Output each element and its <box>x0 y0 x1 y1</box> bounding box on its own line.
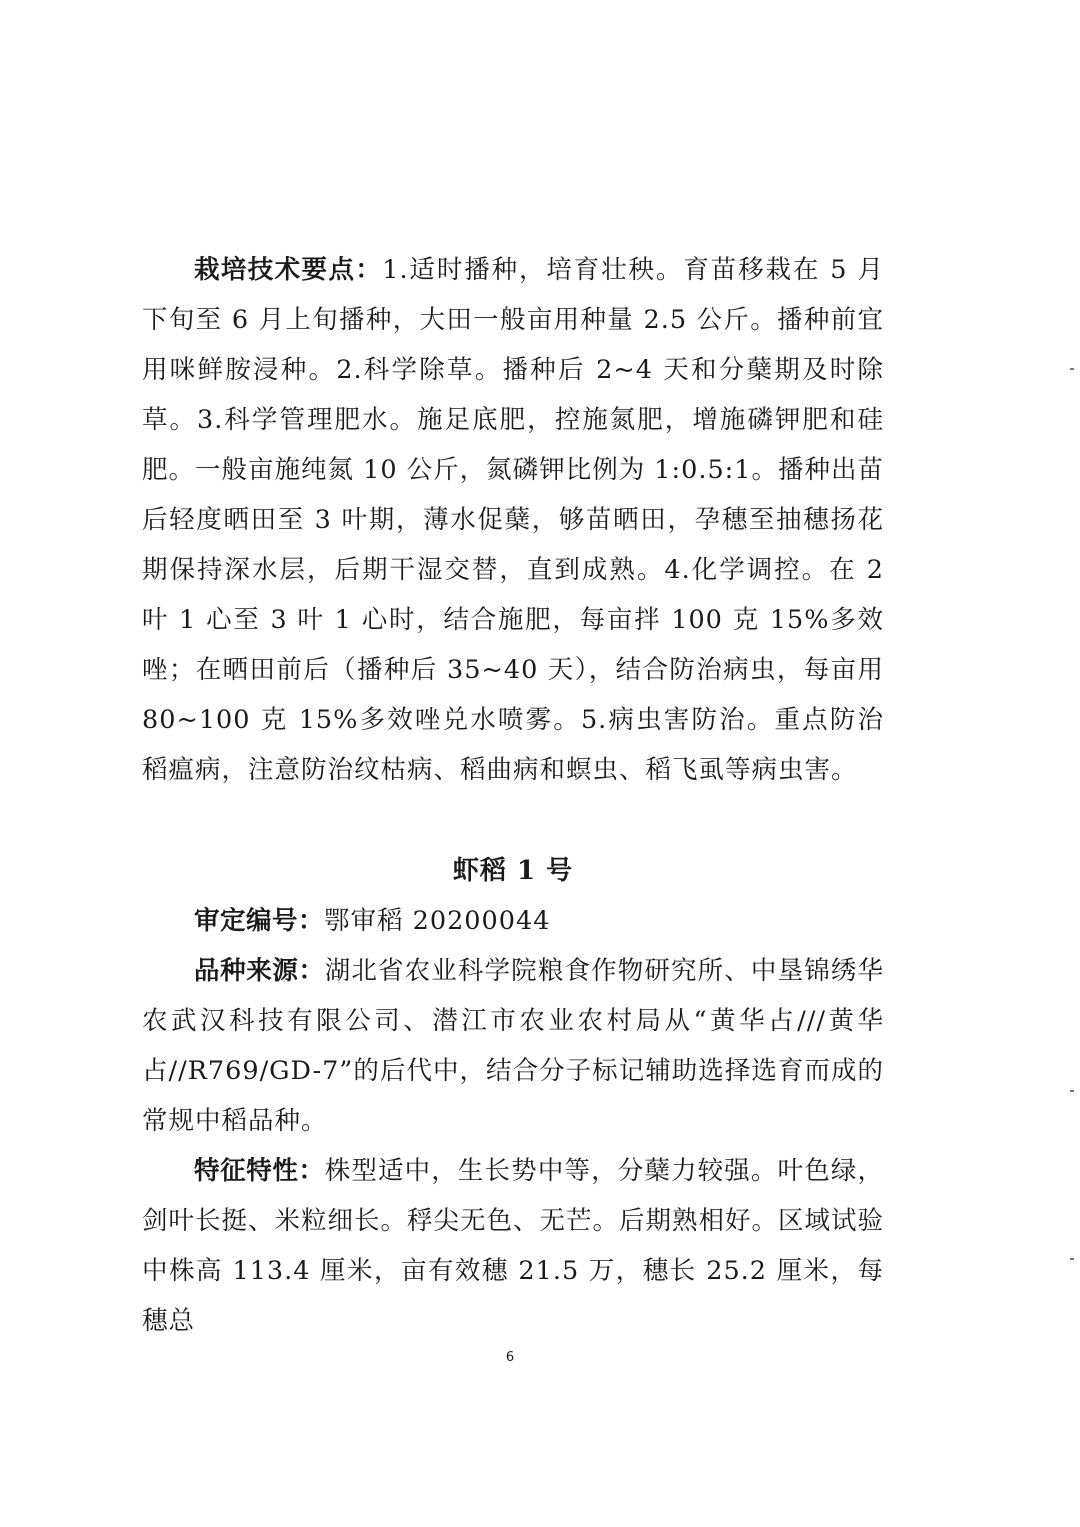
page-number: 6 <box>505 1350 515 1365</box>
scan-artifact-mark <box>1070 368 1074 370</box>
traits-text: 株型适中，生长势中等，分蘖力较强。叶色绿，剑叶长挺、米粒细长。稃尖无色、无芒。后期熟相好。区域试验中株高 113.4 厘米，亩有效穗 21.5 万，穗长 25.2 厘米，每穗总 <box>142 1156 885 1336</box>
approval-label: 审定编号： <box>194 906 325 936</box>
origin-text: 湖北省农业科学院粮食作物研究所、中垦锦绣华农武汉科技有限公司、潜江市农业农村局从“黄华占///黄华占//R769/GD-7”的后代中，结合分子标记辅助选择选育而成的常规中稻品种。 <box>142 956 884 1136</box>
variety-title: 虾稻 1 号 <box>452 856 574 886</box>
cultivation-paragraph <box>142 245 884 795</box>
scan-artifact-mark <box>1070 1090 1074 1092</box>
approval-paragraph <box>142 896 884 946</box>
scan-artifact-mark <box>1070 1258 1074 1260</box>
cultivation-label: 栽培技术要点： <box>194 255 383 285</box>
traits-label: 特征特性： <box>194 1156 325 1186</box>
origin-paragraph <box>142 946 884 1146</box>
origin-label: 品种来源： <box>194 956 325 986</box>
traits-paragraph <box>142 1146 884 1346</box>
cultivation-text: 1.适时播种，培育壮秧。育苗移栽在 5 月下旬至 6 月上旬播种，大田一般亩用种量 2.5 公斤。播种前宜用咪鲜胺浸种。2.科学除草。播种后 2~4 天和分蘖期及时除草。3.科学管理肥水。施足底肥，控施氮肥，增施磷钾肥和硅肥。一般亩施纯氮 10 公斤，氮磷钾比例为 1:0.5:1。播种出苗后轻度晒田至 3 叶期，薄水促蘖，够苗晒田，孕穗至抽穗扬花期保持深水层，后期干湿交替，直到成熟。4.化学调控。在 2 叶 1 心至 3 叶 1 心时，结合施肥，每亩拌 100 克 15%多效唑；在晒田前后（播种后 35~40 天），结合防治病虫，每亩用 80~100 克 15%多效唑兑水喷雾。5.病虫害防治。重点防治稻瘟病，注意防治纹枯病、稻曲病和螟虫、稻飞虱等病虫害。 <box>142 255 884 785</box>
approval-text: 鄂审稻 20200044 <box>324 906 551 936</box>
